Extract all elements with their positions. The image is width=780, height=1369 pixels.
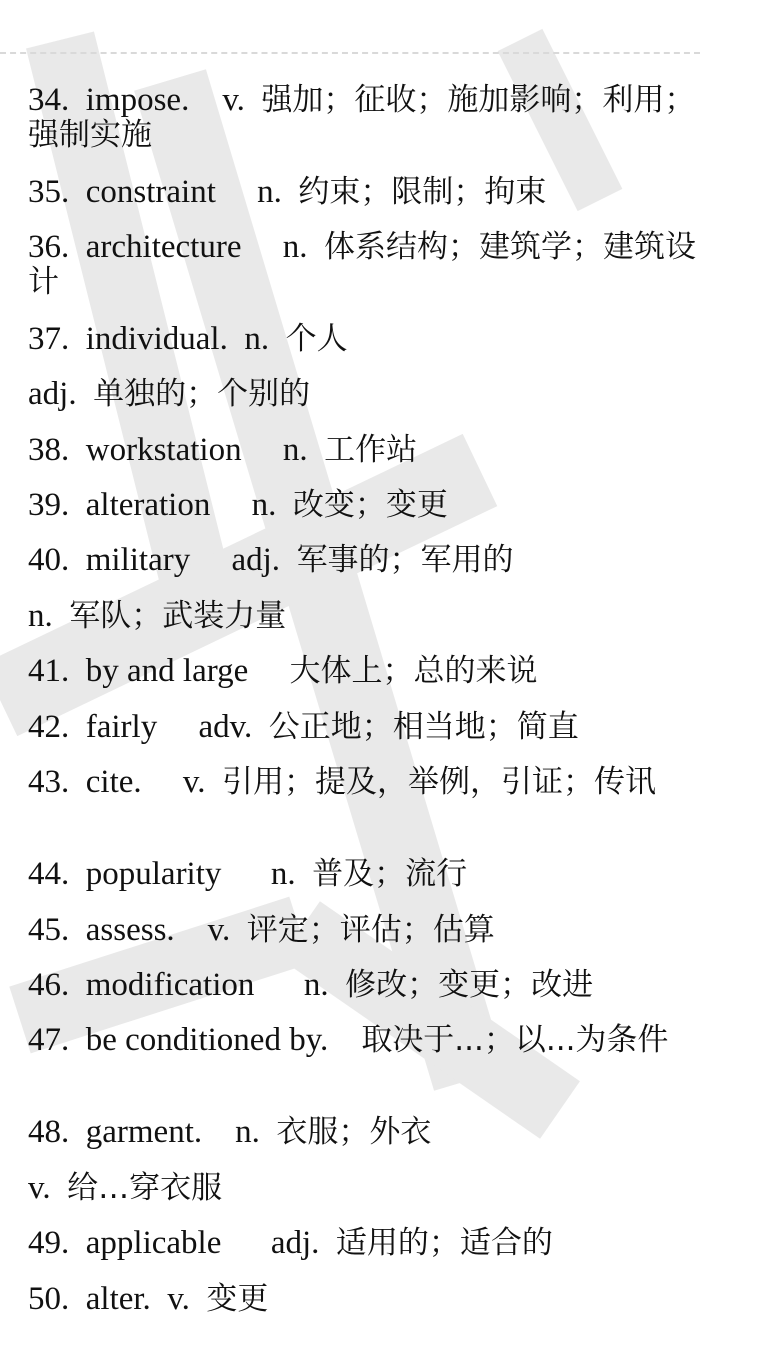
entry-meaning: 适用的；适合的 xyxy=(335,1225,553,1261)
entry-number: 44. xyxy=(28,856,70,892)
vocab-entry-47 xyxy=(28,1023,718,1058)
entry-word: fairly xyxy=(85,709,158,745)
vocab-entry-48-verb xyxy=(28,1171,718,1206)
entry-pos: n. xyxy=(251,487,277,523)
entry-number: 36. xyxy=(28,229,70,265)
vocab-entry-48 xyxy=(28,1115,718,1150)
top-divider xyxy=(0,52,700,54)
entry-number: 40. xyxy=(28,542,70,578)
entry-pos: adj. xyxy=(270,1225,320,1261)
entry-meaning: 约束；限制；拘束 xyxy=(298,174,547,210)
entry-number: 48. xyxy=(28,1114,70,1150)
entry-meaning: 工作站 xyxy=(324,432,418,468)
entry-word: impose. xyxy=(85,82,190,118)
entry-word: cite. xyxy=(85,764,142,800)
vocab-entry-45 xyxy=(28,913,718,948)
entry-meaning: 军事的；军用的 xyxy=(296,542,514,578)
entry-meaning: 公正地；相当地；简直 xyxy=(268,709,579,745)
entry-word: by and large xyxy=(85,653,249,689)
vocab-entry-49 xyxy=(28,1226,718,1261)
entry-pos: v. xyxy=(222,82,245,118)
entry-word: military xyxy=(85,542,191,578)
entry-number: 35. xyxy=(28,174,70,210)
vocab-entry-41 xyxy=(28,654,718,689)
vocab-entry-35 xyxy=(28,175,718,210)
entry-meaning: 修改；变更；改进 xyxy=(345,967,594,1003)
entry-meaning: 改变；变更 xyxy=(292,487,448,523)
entry-pos: v. xyxy=(182,764,206,800)
entry-meaning: 单独的；个别的 xyxy=(93,376,311,412)
vocab-entry-39 xyxy=(28,488,718,523)
entry-meaning: 给…穿衣服 xyxy=(67,1170,223,1206)
entry-word: alter. xyxy=(85,1281,151,1317)
vocab-entry-36 xyxy=(28,230,718,300)
vocab-entry-37 xyxy=(28,322,718,357)
entry-pos: n. xyxy=(28,598,53,634)
entry-word: popularity xyxy=(85,856,222,892)
entry-meaning: 军队；武装力量 xyxy=(69,598,287,634)
entry-pos: v. xyxy=(28,1170,51,1206)
entry-pos: n. xyxy=(282,432,308,468)
vocab-entry-34 xyxy=(28,83,718,153)
entry-pos: n. xyxy=(235,1114,260,1150)
entry-meaning: 评定；评估；估算 xyxy=(246,912,495,948)
entry-word: alteration xyxy=(85,487,211,523)
vocab-entry-46 xyxy=(28,968,718,1003)
entry-pos: v. xyxy=(207,912,231,948)
vocab-entry-40-noun xyxy=(28,599,718,634)
entry-word: constraint xyxy=(85,174,216,210)
entry-meaning: 普及；流行 xyxy=(312,856,468,892)
entry-pos: adv. xyxy=(198,709,253,745)
entry-pos: v. xyxy=(167,1281,190,1317)
entry-meaning: 衣服；外衣 xyxy=(276,1114,432,1150)
entry-word: modification xyxy=(85,967,255,1003)
entry-pos: adj. xyxy=(231,542,281,578)
entry-pos: n. xyxy=(303,967,329,1003)
entry-number: 43. xyxy=(28,764,70,800)
vocab-entry-42 xyxy=(28,710,718,745)
entry-number: 47. xyxy=(28,1022,70,1058)
entry-pos: n. xyxy=(244,321,270,357)
vocab-entry-37-adj xyxy=(28,377,718,412)
entry-meaning: 个人 xyxy=(285,321,348,357)
entry-word: architecture xyxy=(85,229,242,265)
vocab-entry-40 xyxy=(28,543,718,578)
entry-pos: n. xyxy=(270,856,296,892)
entry-word: be conditioned by. xyxy=(85,1022,329,1058)
entry-meaning: 取决于...；以...为条件 xyxy=(361,1022,669,1058)
entry-number: 39. xyxy=(28,487,70,523)
entry-number: 37. xyxy=(28,321,70,357)
entry-word: workstation xyxy=(85,432,242,468)
entry-pos: adj. xyxy=(28,376,77,412)
entry-number: 50. xyxy=(28,1281,70,1317)
entry-word: applicable xyxy=(85,1225,222,1261)
vocab-entry-44 xyxy=(28,857,718,892)
entry-number: 38. xyxy=(28,432,70,468)
entry-meaning: 强加；征收；施加影响；利用；强制实施 xyxy=(28,82,696,153)
entry-word: garment. xyxy=(85,1114,203,1150)
entry-meaning: 引用；提及，举例，引证；传讯 xyxy=(222,764,656,800)
entry-word: individual. xyxy=(85,321,228,357)
vocab-entry-43 xyxy=(28,765,718,800)
entry-number: 46. xyxy=(28,967,70,1003)
entry-meaning: 变更 xyxy=(206,1281,269,1317)
entry-number: 49. xyxy=(28,1225,70,1261)
entry-number: 45. xyxy=(28,912,70,948)
entry-number: 41. xyxy=(28,653,70,689)
entry-pos: n. xyxy=(282,229,308,265)
vocab-entry-50 xyxy=(28,1282,718,1317)
entry-pos: n. xyxy=(257,174,282,210)
entry-word: assess. xyxy=(85,912,175,948)
entry-meaning: 大体上；总的来说 xyxy=(289,653,538,689)
entry-number: 34. xyxy=(28,82,70,118)
vocab-entry-38 xyxy=(28,433,718,468)
entry-number: 42. xyxy=(28,709,70,745)
entry-meaning: 体系结构；建筑学；建筑设计 xyxy=(28,229,696,300)
